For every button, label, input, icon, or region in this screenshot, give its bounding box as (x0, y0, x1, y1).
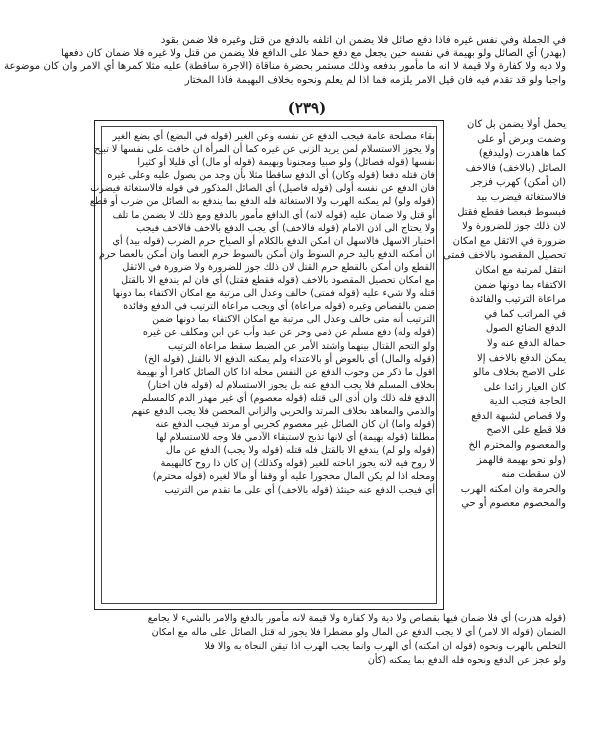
commentary-line: مطلقا (قوله بهيمة) أي لانها تذبح لاستبقاء الآدمي فلا وجه للاستسلام لها (156, 432, 435, 444)
matn-line: (ان أمكن) كهرب فزجر (470, 177, 566, 189)
matn-line: على الاصح بخلاف مالو (473, 367, 566, 379)
commentary-line: ان أمكنه الدفع باليد حرم السوط وان أمكن بالسوط حرم العصا وان أمكن بالعصا حرم (98, 248, 435, 260)
matn-line: فلا قطع على الاصح (486, 425, 566, 437)
footnote-line: الضمان (قوله الا لامر) أي لا يجب الدفع عن المال ولو مضطرا فلا يجوز له قتل الصائل على ماله مع امكان (151, 627, 566, 638)
header-line: ولا ديه ولا كفارة ولا قيمة لا انه ما مأمور بدفعه وذلك مستمر بحضرة مناقاة (الاجرة ساقطة) عليه مثلا كمرها أي الامر وان كان موضوعة (4, 61, 566, 73)
commentary-text-block (89, 130, 435, 497)
commentary-line: (قوله وله) دفع مسلم عن ذمي وحر عن عبد وأب عن ابن ومكلف عن غيره (142, 327, 435, 339)
commentary-line: فان قتله دفعا (قوله وكان) أي الدفع ساقطا مثلا بأن وجد من يصول عليه وعلى غيره (107, 170, 435, 182)
footnote-block (96, 612, 566, 668)
matn-line: والحرمة وان امكنه الهرب (460, 483, 566, 495)
matn-line: مراعاة الترتيب والفائدة (469, 294, 566, 306)
commentary-line: لا روح فيه لانه يجوز اباحته للغير (قوله وكذلك) إن كان ذا روح كالبهيمة (160, 458, 435, 470)
page-number: (٢٣٩) (287, 99, 327, 117)
commentary-line: اقول ما ذكر من وجوب الدفع عن النفس محله اذا كان الصائل كافرا أو بهيمة (136, 366, 435, 378)
matn-line: وضمت وبرض أو على (477, 133, 566, 145)
matn-line: والمعصوم والمحترم الخ (468, 440, 566, 452)
commentary-line: مع امكان تحصيل المقصود بالاخف (قوله فقطع فقتل) أي فان لم يندفع الا بالقتل (121, 275, 435, 287)
matn-line: فالاستغاثة فيضرب بيد (476, 191, 566, 203)
matn-line: كما هاهدرت (وليدفع) (478, 148, 566, 160)
matn-column (443, 118, 566, 512)
commentary-line: (قوله واما) ان كان الصائل غير معصوم كحربي أو مرتد فيجب الدفع عنه (155, 419, 435, 431)
matn-line: يحمل أولا يضمن بل كان (467, 119, 566, 130)
matn-line: انتقل لمرتبة مع امكان (475, 264, 566, 276)
matn-line: الدفع الضائع الصول (485, 323, 566, 335)
commentary-line: بخلاف المسلم فلا يجب الدفع عنه بل يجوز الاستسلام له (قوله فان اختار) (147, 379, 435, 391)
matn-line: ضرورة في الاثقل مع امكان (452, 235, 566, 247)
matn-line: الحاجة فتجب الدية (489, 396, 566, 408)
commentary-line: اختيار الاسهل فالاسهل ان امكن الدفع بالكلام أو الصياح حرم الضرب (قوله بيد) أي (112, 235, 435, 247)
commentary-line: ومحله اذا لم يكن المال محجورا عليه أو وقفا أو مالا لغيره (قوله محترم) (152, 471, 435, 483)
commentary-line: (قوله والمال) أي بالعوض أو بالاعتداء ولم يمكنه الدفع الا بالقتل (قوله الخ) (144, 353, 435, 365)
commentary-line: أو قتل ولا ضمان عليه (قوله لانه) أي الدافع مأمور بالدفع ومع ذلك لا يضمن ما تلف (112, 209, 435, 221)
matn-line: فبسوط فبعصا فقطع فقتل (457, 206, 566, 218)
commentary-line: قتله ولا شيء عليه (قوله فمتى) خالف وعدل الى مرتبة مع امكان الاكتفاء بما دونها (112, 288, 435, 300)
footnote-line: ولو عجز عن الدفع ونحوه فله الدفع بما يمكنه (كأن (367, 655, 566, 666)
commentary-line: القطع وان أمكن بالقطع حرم القتل لان ذلك جوز للضرورة ولا ضرورة في الاثقل (122, 261, 435, 273)
commentary-line: بقاء مصلحة عامة فيجب الدفع عن نفسه وعن الغير (قوله في البضع) أي بضع الغير (112, 131, 435, 142)
commentary-line: (قوله ولو لم) يندفع الا بالقتل فله قتله (قوله ولا يجب) الدفع عن مال (165, 445, 435, 457)
commentary-line: ولا يجوز الاستسلام لمن يريد الزنى عن غيره كما أن المرأة ان خافت على نفسها لا تبيح (94, 144, 435, 156)
header-line: واجبا ولو قد تقدم فيه فان قيل الامر يلزمه فما اذا لم يعلم ونحوه بخلاف البهيمة فاذا المختار (184, 74, 566, 86)
matn-line: لان ذلك جوز للضرورة ولا (462, 221, 566, 233)
commentary-line: (قوله ولو) لم يمكنه الهرب ولا الاستغاثة فله الدفع بما يندفع به الصائل من ضرب أو قطع (89, 196, 435, 208)
matn-line: الاكتفاء بما دونها ضمن (474, 279, 566, 291)
commentary-line: ولا يحتاج الى اذن الامام (قوله فالاخف) أي يجب الدفع بالاخف فالاخف فيجب (136, 222, 435, 234)
commentary-line: نفسها (قوله فصائل) ولو صبيا ومجنونا وبهيمة (قوله أو مال) أي قليلا أو كثيرا (137, 157, 435, 169)
matn-line: (ولو نحو بهيمة فالهمز (476, 454, 566, 466)
matn-line: والمحصوم معصوم أو حي (461, 498, 566, 510)
footnote-line: (قوله هدرت) أي فلا ضمان فيها بقصاص ولا دية ولا كفارة ولا قيمة لانه مأمور بالدفع والامر بالشيء لا يجامع (147, 613, 566, 624)
header-line: في الجملة وفي نفس غيره فاذا دفع صائل فلا يضمن ان اتلفه بالدفع من قتل وغيره فلا ضمن بقود (160, 35, 566, 46)
matn-line: يمكن الدفع بالاخف إلا (477, 352, 566, 364)
commentary-line: ولو التحم القتال بينهما واشتد الأمر عن الضبط سقط مراعاة الترتيب (168, 340, 435, 352)
commentary-line: ضمن بالقصاص وغيره (قوله مراعاة) أي ويجب مراعاة الترتيب في الدفع وفائدة (123, 301, 435, 313)
commentary-line: فان الدفع عن نفسه أولى (قوله فاصيل) أي الصائل المذكور في قوله فالاستغاثة فيضرب (90, 183, 435, 195)
matn-line: لان سقطت منه (501, 469, 566, 481)
matn-line: ولا قصاص لشبهة الدفع (471, 410, 566, 422)
footnote-line: التخلص بالهرب ونحوه (قوله ان امكنه) أي الهرب وانما يجب الهرب اذا تيقن النجاة به والا فلا (204, 641, 566, 652)
matn-line: الصائل (بالاخف) فالاخف (465, 162, 566, 174)
commentary-line: أي فيجب الدفع عنه حينئذ (قوله بالاخف) أي على ما تقدم من الترتيب (164, 484, 435, 496)
matn-line: حمالة الدفع عنه ولا (486, 337, 566, 349)
matn-line: في المراتب كما في (484, 308, 566, 320)
commentary-line: الدفع فله ذلك وان أدى الى قتله (قوله معصوم) أي غير مهدر الدم كالمسلم (141, 392, 435, 404)
header-text-block (4, 34, 566, 87)
commentary-line: والذمي والمعاهد بخلاف المرتد والحربي والزاني المحصن فلا يجب الدفع عنهم (131, 405, 435, 417)
commentary-frame (89, 120, 444, 610)
commentary-line: الترتيب أنه متى خالف وعدل الى مرتبة مع امكان الاكتفاء بما دونها ضمن (152, 314, 435, 326)
matn-line: كان العيار زائدا على (483, 381, 566, 393)
matn-line: تحصيل المقصود بالاخف فمتى (443, 250, 566, 262)
header-line: (بهدر) أي الصائل ولو بهيمة في نفسه حين يجعل مع دفع حملا على الدافع فلا يضمن من قتل ولا غيره فلا ضمان كان دفعها (61, 48, 566, 60)
